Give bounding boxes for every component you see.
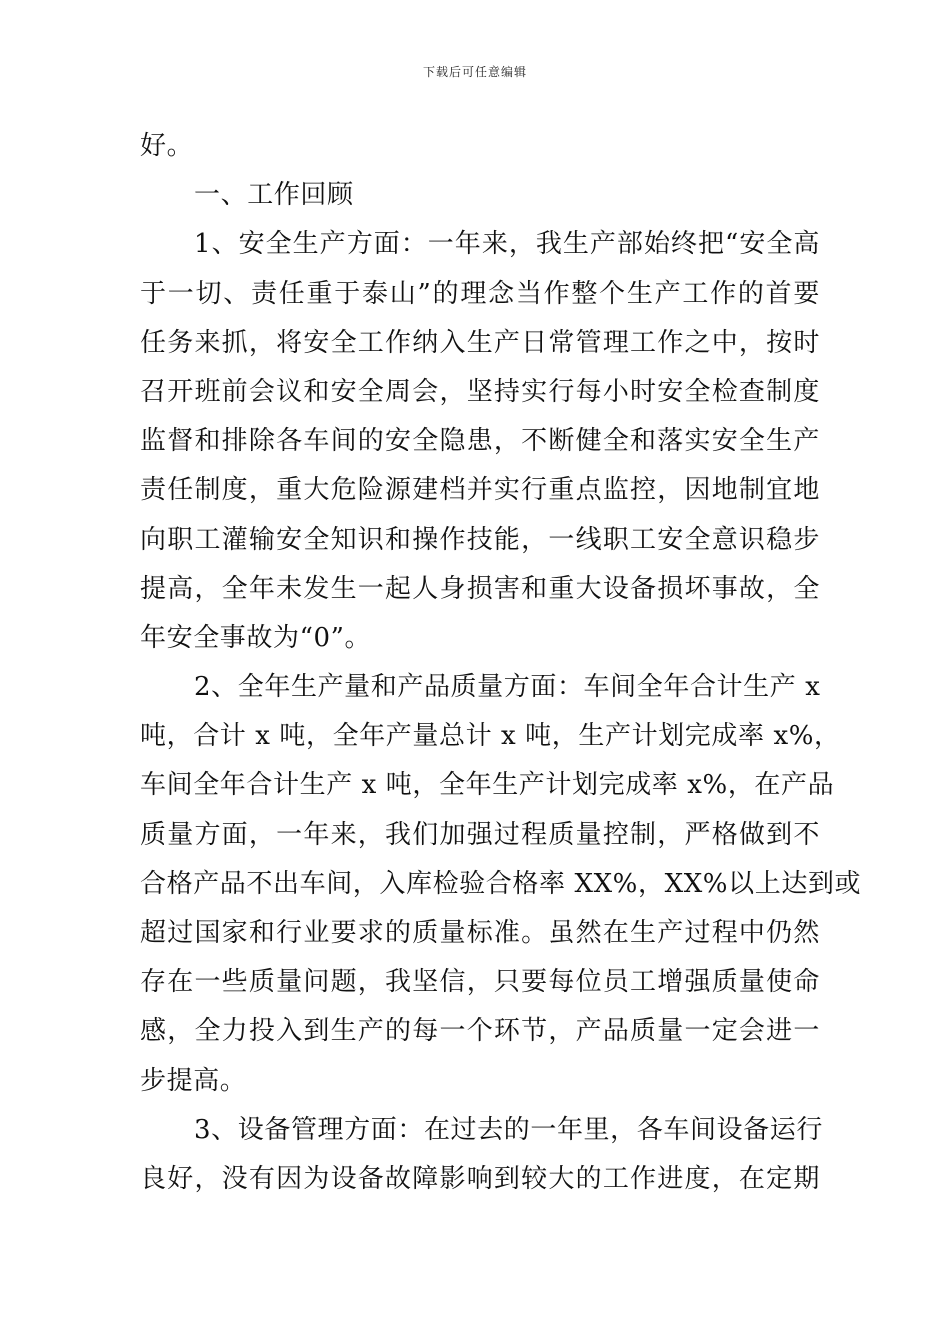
text-line-10: 提高，全年未发生一起人身损害和重大设备损坏事故，全 [140, 573, 820, 604]
text-line-8: 责任制度，重大危险源建档并实行重点监控，因地制宜地 [140, 475, 820, 506]
section-heading: 一、工作回顾 [194, 180, 354, 211]
text-line-3: 1、安全生产方面：一年来，我生产部始终把“安全高 [194, 229, 820, 260]
text-line-20: 步提高。 [140, 1065, 247, 1096]
text-line-4: 于一切、责任重于泰山”的理念当作整个生产工作的首要 [140, 278, 820, 309]
page-header: 下载后可任意编辑 [422, 65, 527, 79]
text-line-13: 吨，合计 x 吨，全年产量总计 x 吨，生产计划完成率 x%， [140, 721, 841, 752]
text-line-9: 向职工灌输安全知识和操作技能，一线职工安全意识稳步 [140, 524, 820, 555]
text-line-19: 感，全力投入到生产的每一个环节，产品质量一定会进一 [140, 1016, 820, 1047]
text-line-5: 任务来抓，将安全工作纳入生产日常管理工作之中，按时 [140, 327, 820, 358]
text-line-11: 年安全事故为“0”。 [140, 622, 372, 653]
text-line-21: 3、设备管理方面：在过去的一年里，各车间设备运行 [194, 1114, 823, 1145]
text-line-1: 好。 [140, 131, 194, 161]
text-line-12: 2、全年生产量和产品质量方面：车间全年合计生产 x [194, 672, 821, 703]
text-line-16: 合格产品不出车间，入库检验合格率 XX%，XX%以上达到或 [140, 868, 862, 899]
text-line-15: 质量方面，一年来，我们加强过程质量控制，严格做到不 [140, 819, 820, 850]
text-line-22: 良好，没有因为设备故障影响到较大的工作进度，在定期 [140, 1163, 820, 1194]
text-line-6: 召开班前会议和安全周会，坚持实行每小时安全检查制度 [140, 376, 820, 407]
text-line-7: 监督和排除各车间的安全隐患，不断健全和落实安全生产 [140, 426, 820, 457]
text-line-18: 存在一些质量问题，我坚信，只要每位员工增强质量使命 [140, 967, 820, 998]
text-line-17: 超过国家和行业要求的质量标准。虽然在生产过程中仍然 [140, 918, 820, 948]
document-body [140, 122, 862, 1204]
text-line-14: 车间全年合计生产 x 吨，全年生产计划完成率 x%，在产品 [140, 770, 835, 801]
